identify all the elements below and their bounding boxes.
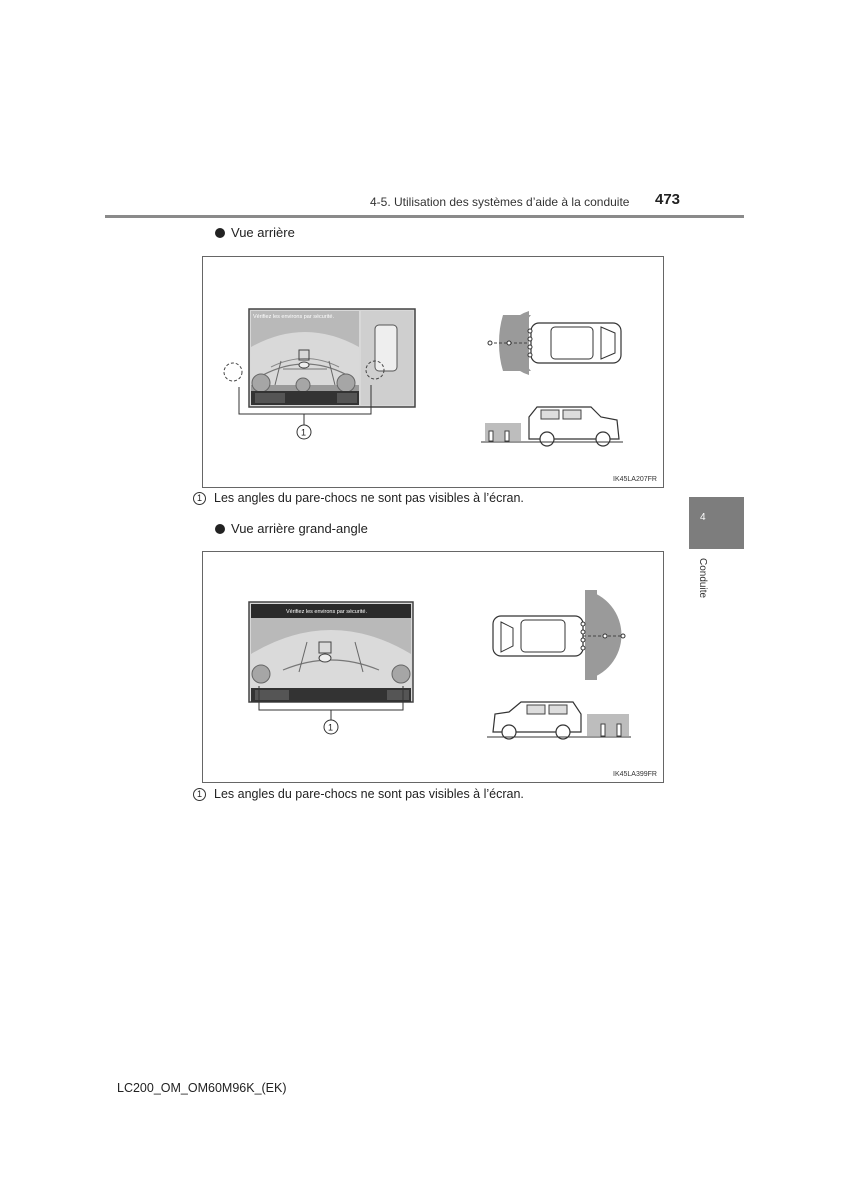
top-view-vehicle-wide (493, 590, 625, 680)
figure-wide-rear-view (202, 551, 664, 783)
bullet-label: Vue arrière grand-angle (231, 521, 368, 536)
note-text: Les angles du pare-chocs ne sont pas visibles à l’écran. (214, 787, 524, 801)
callout-number: 1 (328, 722, 334, 733)
note-1 (193, 491, 524, 505)
note-text: Les angles du pare-chocs ne sont pas visibles à l’écran. (214, 491, 524, 505)
bullet-dot-icon (215, 228, 225, 238)
screen-message-2: Vérifiez les environs par sécurité. (286, 609, 368, 615)
top-view-vehicle (488, 311, 621, 375)
section-title: 4-5. Utilisation des systèmes d’aide à la conduite (370, 195, 630, 209)
bullet-rear-view (215, 225, 295, 240)
bullet-label: Vue arrière (231, 225, 295, 240)
figure-code: IK45LA399FR (613, 771, 657, 778)
note-number: 1 (193, 788, 206, 801)
callout-number: 1 (301, 427, 307, 438)
page-number: 473 (655, 191, 681, 208)
side-view-vehicle-wide (487, 702, 631, 739)
side-view-vehicle (481, 407, 623, 446)
chapter-tab (689, 497, 744, 549)
camera-screen-wide (249, 602, 413, 702)
camera-screen (249, 309, 415, 407)
chapter-label: Conduite (697, 558, 708, 599)
bullet-wide-rear-view (215, 521, 368, 536)
bullet-dot-icon (215, 524, 225, 534)
note-2 (193, 787, 524, 801)
header-divider (105, 215, 744, 218)
document-id: LC200_OM_OM60M96K_(EK) (117, 1081, 287, 1095)
chapter-number: 4 (700, 512, 706, 523)
figure-code: IK45LA207FR (613, 476, 657, 483)
rear-view-illustration (203, 257, 663, 487)
wide-rear-view-illustration (203, 552, 663, 782)
blind-corner-left (224, 363, 242, 381)
note-number: 1 (193, 492, 206, 505)
figure-rear-view (202, 256, 664, 488)
screen-message-1: Vérifiez les environs par sécurité. (253, 314, 335, 320)
